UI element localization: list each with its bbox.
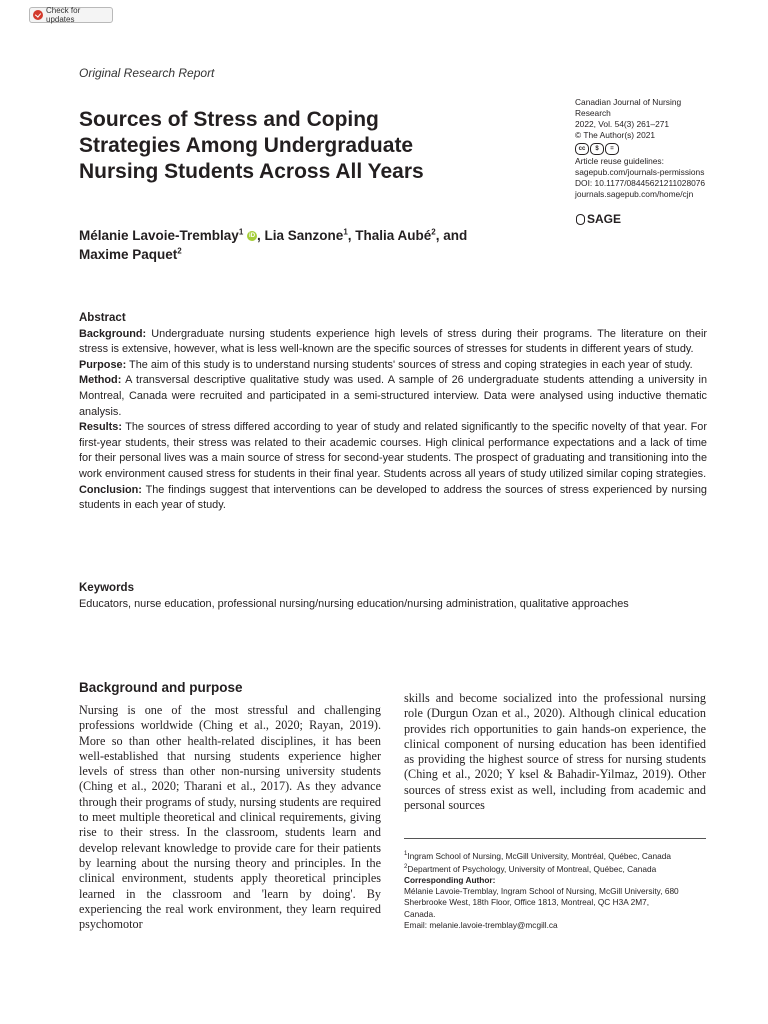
affiliation-1 <box>404 849 714 862</box>
affiliation-sup: 1 <box>404 851 408 857</box>
footnote-divider <box>404 838 706 839</box>
section-heading: Background and purpose <box>79 680 243 695</box>
footnotes <box>404 849 714 931</box>
cc-icon: cc <box>575 143 589 155</box>
abstract-background <box>79 327 707 358</box>
check-updates-label: Check for updates <box>46 6 81 24</box>
affiliation-sup: 1 <box>238 227 244 237</box>
abstract-label: Method: <box>79 374 122 387</box>
noncommercial-icon: $ <box>590 143 604 155</box>
journal-volume: 2022, Vol. 54(3) 261–271 <box>575 119 670 129</box>
author-conjunction: , and <box>435 228 468 243</box>
abstract-label: Background: <box>79 327 147 340</box>
body-right-column: skills and become socialized into the professional nursing role (Durgun Ozan et al., 2020). Although clinical education provides rich opportunities to gain hands-on experience, the clinical component of nursing education has been identified as providing the highest source of stress for nursing students (Ching et al., 2020; Y ksel & Bahadir-Yilmaz, 2019). Other sources of stress exist as well, including from academic and personal sources <box>404 691 706 813</box>
journal-copyright: © The Author(s) 2021 <box>575 130 656 140</box>
journal-link[interactable]: journals.sagepub.com/home/cjn <box>575 189 694 199</box>
check-for-updates-badge[interactable] <box>29 7 113 23</box>
affiliation-sup: 2 <box>404 863 408 870</box>
reuse-link[interactable]: sagepub.com/journals-permissions <box>575 167 705 177</box>
corresponding-email[interactable]: Email: melanie.lavoie-tremblay@mcgill.ca <box>404 919 558 930</box>
affiliation-2 <box>404 862 714 875</box>
affiliation-sup: 2 <box>177 246 182 256</box>
abstract-conclusion <box>79 483 707 514</box>
abstract-label: Results: <box>79 421 122 434</box>
corresponding-address-line1: Mélanie Lavoie-Tremblay, Ingram School of Nursing, McGill University, 680 <box>404 886 679 897</box>
author-name: Maxime Paquet <box>79 247 178 262</box>
abstract-method <box>79 373 707 420</box>
abstract-label: Conclusion: <box>79 483 142 496</box>
sage-logo-icon <box>576 214 585 225</box>
affiliation-sup: 1 <box>343 227 348 237</box>
publisher-name: SAGE <box>587 212 622 226</box>
reuse-label: Article reuse guidelines: <box>575 156 664 166</box>
corresponding-author-label: Corresponding Author: <box>404 874 496 885</box>
body-left-column: Nursing is one of the most stressful and challenging professions worldwide (Ching et al., 2020; Rayan, 2019). More so than other health-related disciplines, it has been well-established that nursing students experience higher levels of stress than other non-nursing university students (Ching et al., 2020; Tharani et al., 2017). As they advance through their programs of study, nursing students are required to meet multiple theoretical and clinical requirements, giving rise to their stress. In the classroom, students learn and develop relevant knowledge to provide care for their patients by learning about the nursing theory and principles. In the clinical environment, students apply theoretical principles learned in the classroom and 'learn by doing'. By experiencing the real work environment, they learn required psychomotor <box>79 703 381 932</box>
journal-name-line1: Canadian Journal of Nursing <box>575 97 682 107</box>
abstract-label: Purpose: <box>79 358 127 371</box>
sage-logo <box>576 212 621 226</box>
abstract-text: The sources of stress differed according to year of study and related significantly to the specific novelty of that year. For first-year students, their stress was related to their academic courses. High clinical performance expectations and a lack of time for their personal lives was a main source of stress for second-year students. The prospect of graduating and transitioning into the work environment caused stress for students in their final year. Students across all years of study utilized similar coping strategies. <box>79 421 707 480</box>
abstract-text: The aim of this study is to understand nursing students' sources of stress and coping strategies in each year of study. <box>129 358 693 371</box>
abstract-text: A transversal descriptive qualitative study was used. A sample of 26 undergraduate students attending a university in Montreal, Canada were recruited and participated in a semi-structured interview. Data were analysed using inductive thematic analysis. <box>79 374 707 418</box>
author-list <box>79 226 559 264</box>
abstract-text: Undergraduate nursing students experience high levels of stress during their programs. The literature on their stress is extensive, however, what is less well-known are the specific sources of stresses for students in different years of study. <box>79 327 708 356</box>
author-name: , Lia Sanzone <box>257 228 344 243</box>
noderivs-icon: = <box>605 143 619 155</box>
journal-info <box>575 97 715 200</box>
abstract-heading: Abstract <box>79 312 126 324</box>
abstract-purpose <box>79 358 707 374</box>
orcid-icon[interactable]: iD <box>249 233 256 240</box>
abstract <box>79 311 707 514</box>
cc-license-icon <box>575 143 619 155</box>
author-name: Mélanie Lavoie-Tremblay <box>79 228 239 243</box>
affiliation-sup: 2 <box>431 227 436 237</box>
abstract-results <box>79 420 707 482</box>
author-name: , Thalia Aubé <box>347 228 432 243</box>
corresponding-address-line3: Canada. <box>404 908 436 919</box>
journal-name-line2: Research <box>575 108 611 118</box>
article-title: Sources of Stress and Coping Strategies Among Undergraduate Nursing Students Across All Years <box>79 108 424 183</box>
check-updates-icon <box>33 10 43 20</box>
corresponding-address-line2: Sherbrooke West, 18th Floor, Office 1813, Montreal, QC H3A 2M7, <box>404 897 650 908</box>
affiliation-text: Department of Psychology, University of Montreal, Québec, Canada <box>407 863 657 874</box>
doi[interactable]: DOI: 10.1177/08445621211028076 <box>575 178 706 188</box>
keywords-heading: Keywords <box>79 582 134 594</box>
affiliation-text: Ingram School of Nursing, McGill University, Montréal, Québec, Canada <box>407 850 671 861</box>
report-type: Original Research Report <box>79 66 215 80</box>
abstract-text: The findings suggest that interventions can be developed to address the sources of stress experienced by nursing students in each year of study. <box>79 483 707 512</box>
keywords-text: Educators, nurse education, professional nursing/nursing education/nursing administration, qualitative approaches <box>79 598 629 610</box>
